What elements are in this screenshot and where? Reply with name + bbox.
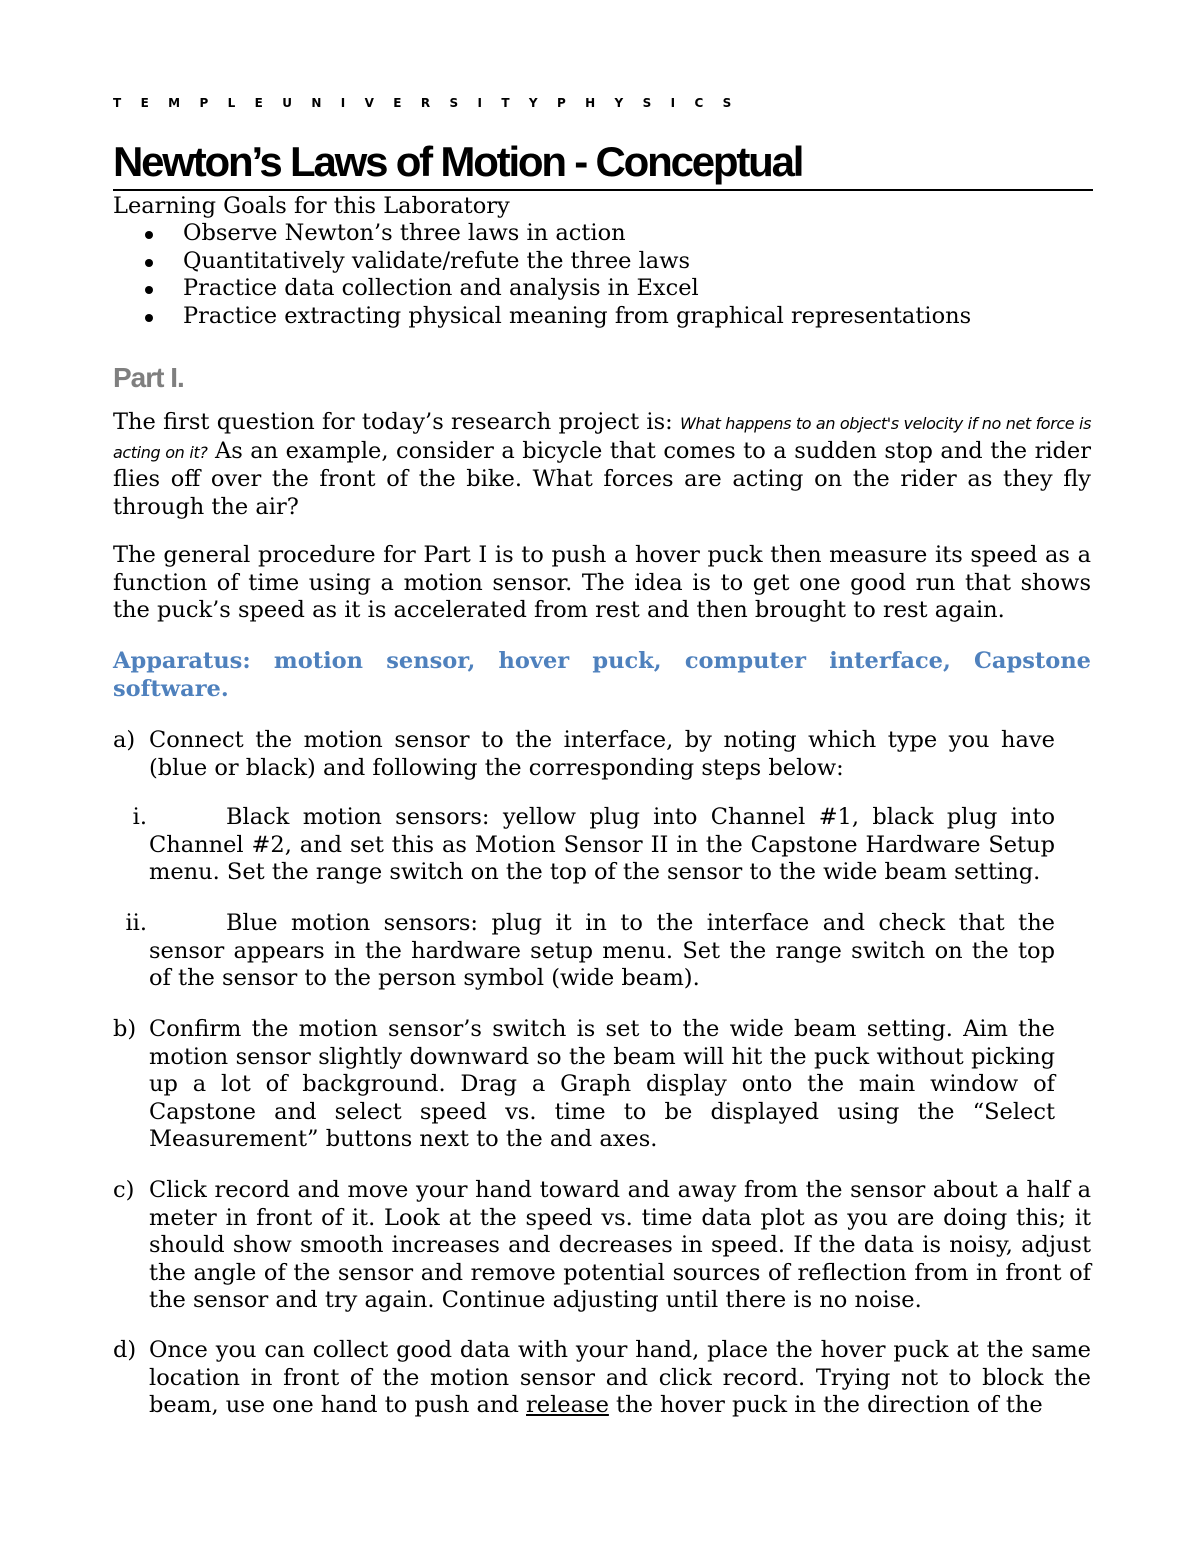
- procedure-paragraph: The general procedure for Part I is to push a hover puck then measure its speed as a function of time using a motion sensor. The idea is to get one good run that shows the puck’s speed as it is accelerated from rest and then brought to rest again.: [113, 542, 1091, 623]
- underlined-word: release: [526, 1392, 609, 1418]
- list-item: Practice data collection and analysis in Excel: [113, 275, 971, 303]
- step-text: Click record and move your hand toward and away from the sensor about a half a meter in front of it. Look at the speed vs. time data plot as you are doing this; it should show smooth increases and decreases in speed. If the data is noisy, adjust the angle of the sensor and remove potential sources of reflection from in front of the sensor and try again. Continue adjusting until there is no noise.: [149, 1177, 1091, 1313]
- step-c: [113, 1177, 1091, 1315]
- section-heading: Part I.: [113, 362, 184, 393]
- step-label: a): [113, 727, 136, 753]
- list-item: Observe Newton’s three laws in action: [113, 220, 971, 248]
- step-a: [113, 727, 1055, 782]
- step-label: c): [113, 1177, 135, 1203]
- step-label: d): [113, 1337, 137, 1363]
- step-b: [113, 1016, 1055, 1154]
- list-item: Practice extracting physical meaning from graphical representations: [113, 303, 971, 331]
- learning-goals-heading: Learning Goals for this Laboratory: [113, 193, 510, 219]
- step-label: i.: [132, 804, 147, 830]
- department-header: T E M P L E U N I V E R S I T Y P H Y S I C S: [113, 96, 739, 110]
- step-text: Confirm the motion sensor’s switch is set to the wide beam setting. Aim the motion sensor slightly downward so the beam will hit the puck without picking up a lot of background. Drag a Graph display onto the main window of Capstone and select speed vs. time to be displayed using the “Select Measurement” buttons next to the and axes.: [149, 1016, 1055, 1152]
- intro-rest: As an example, consider a bicycle that comes to a sudden stop and the rider flies off over the front of the bike. What forces are acting on the rider as they fly through the air?: [113, 437, 1092, 520]
- step-label: ii.: [125, 910, 147, 936]
- step-i: [113, 804, 1055, 887]
- list-item: Quantitatively validate/refute the three laws: [113, 248, 971, 276]
- step-text-part: the hover puck in the direction of the: [608, 1392, 1043, 1418]
- step-ii: [113, 910, 1055, 993]
- step-d: [113, 1337, 1091, 1420]
- learning-goals-list: [113, 220, 971, 330]
- intro-paragraph: [113, 409, 1091, 521]
- apparatus-line: Apparatus: motion sensor, hover puck, computer interface, Capstone software.: [113, 648, 1091, 702]
- step-text: [149, 1337, 1091, 1420]
- intro-lead: The first question for today’s research project is:: [113, 409, 681, 435]
- step-text: Black motion sensors: yellow plug into Channel #1, black plug into Channel #2, and set this as Motion Sensor II in the Capstone Hardware Setup menu. Set the range switch on the top of the sensor to the wide beam setting.: [149, 804, 1055, 885]
- page-title: Newton’s Laws of Motion - Conceptual: [113, 138, 1093, 191]
- step-text: Blue motion sensors: plug it in to the interface and check that the sensor appears in the hardware setup menu. Set the range switch on the top of the sensor to the person symbol (wide beam).: [149, 910, 1055, 991]
- step-label: b): [113, 1016, 137, 1042]
- step-text: Connect the motion sensor to the interface, by noting which type you have (blue or black) and following the corresponding steps below:: [149, 727, 1055, 781]
- research-question: What happens to an object's velocity if no net force is acting on it?: [113, 414, 1091, 462]
- step-text-part: Once you can collect good data with your hand, place the hover puck at the same location in front of the motion sensor and click record. Trying not to block the beam, use one hand to push and: [149, 1337, 1091, 1418]
